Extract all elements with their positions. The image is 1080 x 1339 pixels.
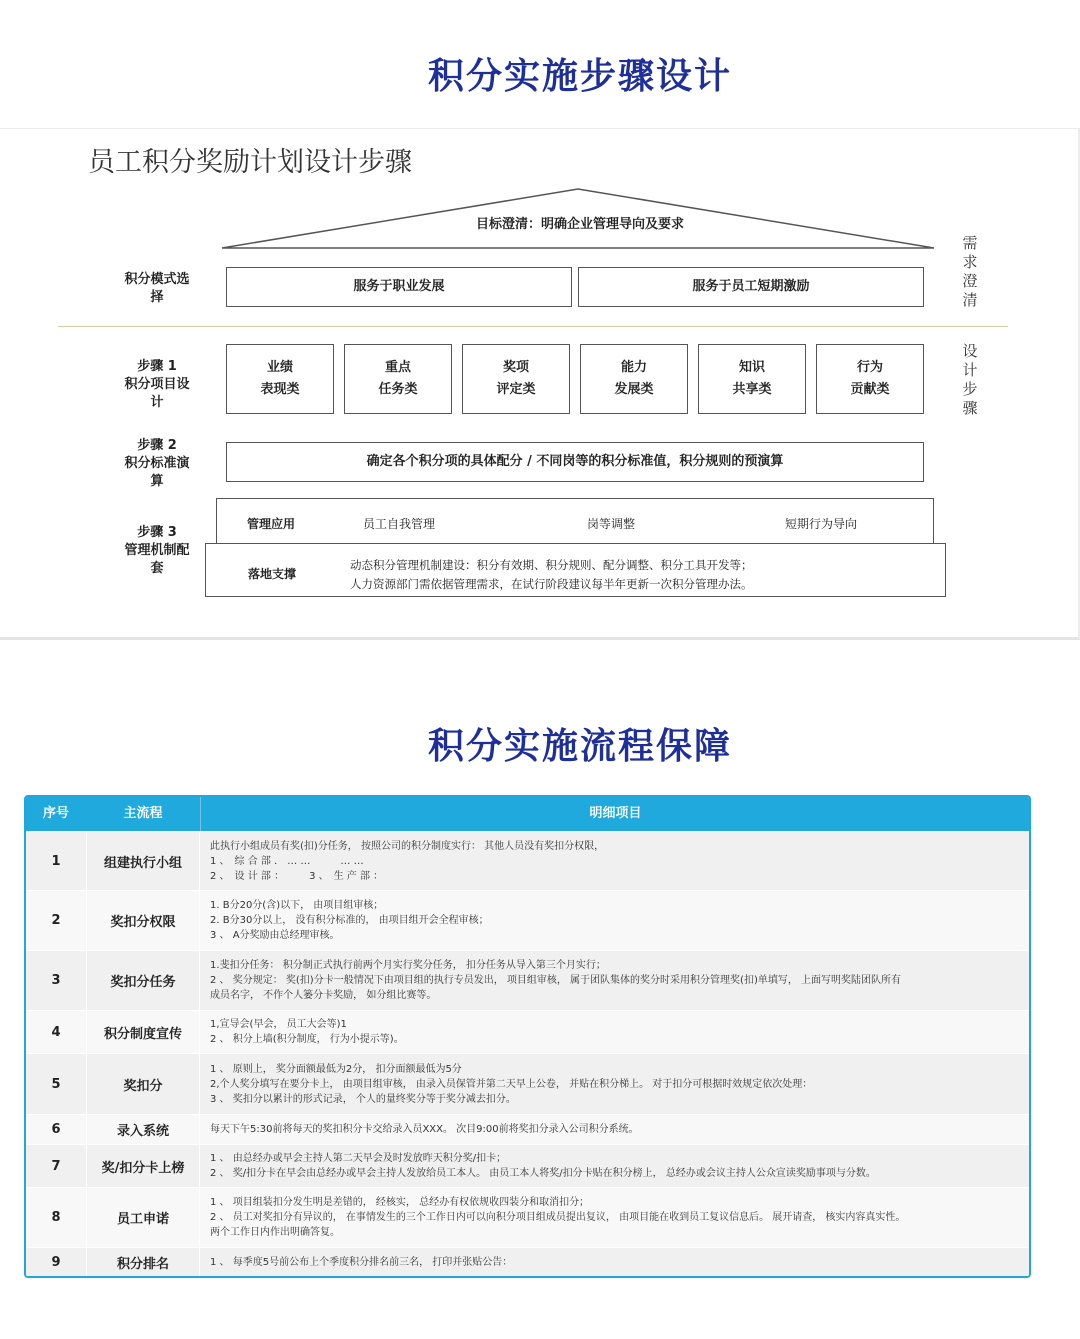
table-row bbox=[26, 831, 1029, 890]
row-no: 5 bbox=[51, 1076, 61, 1092]
application-item-self: 员工自我管理 bbox=[363, 517, 436, 531]
step2-label: 步骤 2 积分标准演 算 bbox=[124, 438, 190, 489]
row-no: 4 bbox=[51, 1024, 61, 1040]
step3-application-box bbox=[216, 498, 934, 544]
row-detail: 1 、 项目组装扣分发生明是差错的， 经核实， 总经办有权依规收四装分和取消扣分； 2 、 员工对奖扣分有异议的， 在事情发生的三个工作日内可以向积分项目组成员提出复议， 由项目能在收到员工复议信息后。 展开请查， 核实内容真实性。 两个工作日内作出明确答复。 bbox=[210, 1197, 906, 1238]
step1-item-ability: 能力 发展类 bbox=[580, 344, 688, 414]
support-line-2: 人力资源部门需依据管理需求，在试行阶段建议每半年更新一次积分管理办法。 bbox=[350, 577, 753, 591]
row-no: 1 bbox=[51, 853, 61, 869]
row-detail: 1. B分20分(含)以下， 由项目组审核； 2. B分30分以上， 没有积分标准的， 由项目组开会全程审核； 3 、 A分奖励由总经理审核。 bbox=[210, 900, 489, 941]
application-item-grade: 岗等调整 bbox=[587, 517, 636, 531]
table-row bbox=[26, 950, 1029, 1010]
row-process: 录入系统 bbox=[86, 1115, 200, 1144]
table-row bbox=[26, 1053, 1029, 1114]
table-row bbox=[26, 1010, 1029, 1053]
row-process: 积分排名 bbox=[86, 1248, 200, 1276]
row-no: 2 bbox=[51, 913, 61, 928]
row-detail: 1,宣导会(早会， 员工大会等)1 2 、 积分上墙(积分制度， 行为小提示等)。 bbox=[210, 1019, 404, 1045]
step1-item-behavior: 行为 贡献类 bbox=[816, 344, 924, 414]
header-process: 主流程 bbox=[123, 806, 163, 821]
section1-title: 积分实施步骤设计 bbox=[427, 56, 732, 97]
step1-item-award: 奖项 评定类 bbox=[462, 344, 570, 414]
row-process: 奖扣分任务 bbox=[86, 951, 200, 1010]
support-line-1: 动态积分管理机制建设：积分有效期、积分规则、配分调整、积分工具开发等； bbox=[350, 558, 753, 572]
side-label-design: 设 计 步 骤 bbox=[962, 342, 978, 417]
mode-option-incentive: 服务于员工短期激励 bbox=[578, 267, 924, 307]
row-detail: 1 、 原则上， 奖分面额最低为2分， 扣分面额最低为5分 2,个人奖分填写在要分卡上， 由项目组审核， 由录入员保管并第二天早上公卷， 并贴在积分梯上。 对于扣分可根据时效规定依次处理： 3 、 奖扣分以累计的形式记录， 个人的量终奖分等于奖分减去扣分。 bbox=[210, 1063, 813, 1105]
application-item-short: 短期行为导向 bbox=[785, 517, 858, 531]
row-no: 3 bbox=[51, 973, 61, 988]
row-no: 9 bbox=[51, 1254, 61, 1270]
step1-item-performance: 业绩 表现类 bbox=[226, 344, 334, 414]
mode-option-career: 服务于职业发展 bbox=[226, 267, 572, 307]
step1-item-key-task: 重点 任务类 bbox=[344, 344, 452, 414]
roof-text: 目标澄清：明确企业管理导向及要求 bbox=[475, 217, 684, 232]
step1-label: 步骤 1 积分项目设 计 bbox=[124, 359, 190, 410]
process-table bbox=[24, 795, 1031, 1278]
step2-box: 确定各个积分项的具体配分 / 不同岗等的积分标准值，积分规则的预演算 bbox=[226, 442, 924, 482]
table-row bbox=[26, 1187, 1029, 1247]
row-process: 奖扣分权限 bbox=[86, 891, 200, 950]
divider-line bbox=[58, 326, 1008, 327]
row-detail: 1 、 由总经办或早会主持人第二天早会及时发放昨天积分奖/扣卡； 2 、 奖/扣分卡在早会由总经办或早会主持人发放给员工本人。 由员工本人将奖/扣分卡贴在积分榜上， 总经办或会议主持人公众宣读奖励事项与分数。 bbox=[210, 1153, 876, 1179]
mode-label: 积分模式选 择 bbox=[124, 272, 190, 305]
table-row bbox=[26, 890, 1029, 950]
header-detail: 明细项目 bbox=[200, 797, 1030, 831]
row-no: 6 bbox=[51, 1122, 61, 1137]
table-row bbox=[26, 1144, 1029, 1187]
header-no: 序号 bbox=[42, 806, 69, 821]
row-detail: 每天下午5:30前将每天的奖扣积分卡交给录入员XXX。 次目9:00前将奖扣分录入公司积分系统。 bbox=[210, 1124, 639, 1135]
table-row bbox=[26, 1247, 1029, 1276]
row-detail: 此执行小组成员有奖(扣)分任务， 按照公司的积分制度实行： 其他人员没有奖扣分权限， 1 、 综 合 部 ． … … … … 2 、 设 计 部 ： 3 、 生 产 部 ： bbox=[210, 840, 605, 882]
table-header bbox=[26, 797, 1029, 831]
row-process: 组建执行小组 bbox=[86, 832, 200, 890]
row-detail: 1.斐扣分任务： 积分制正式执行前两个月实行奖分任务， 扣分任务从导入第三个月实行； 2 、 奖分规定： 奖(扣)分卡一般情况下由项目组的执行专员发出， 项目组审核， 属于团队集体的奖分时采用积分管理奖(扣)单填写， 上面写明奖陆团队所有 成员名字， 不作个人篓分卡奖励， 如分组比赛等。 bbox=[210, 960, 902, 1001]
step3-support-box bbox=[205, 543, 946, 597]
row-process: 积分制度宣传 bbox=[86, 1011, 200, 1053]
row-process: 奖扣分 bbox=[86, 1054, 200, 1114]
row-no: 8 bbox=[51, 1210, 61, 1225]
table-row bbox=[26, 1114, 1029, 1144]
side-label-demand: 需 求 澄 清 bbox=[962, 234, 978, 309]
section2-title: 积分实施流程保障 bbox=[427, 726, 732, 767]
row-no: 7 bbox=[51, 1158, 61, 1174]
row-detail: 1 、 每季度5号前公布上个季度积分排名前三名， 打印并张贴公告： bbox=[210, 1256, 513, 1268]
row-process: 员工申诺 bbox=[86, 1188, 200, 1247]
step3-label: 步骤 3 管理机制配 套 bbox=[124, 525, 190, 576]
application-label: 管理应用 bbox=[247, 517, 296, 531]
step1-item-knowledge: 知识 共享类 bbox=[698, 344, 806, 414]
row-process: 奖/扣分卡上榜 bbox=[86, 1145, 200, 1187]
diagram-title: 员工积分奖励计划设计步骤 bbox=[88, 147, 412, 178]
support-label: 落地支撑 bbox=[248, 567, 297, 581]
